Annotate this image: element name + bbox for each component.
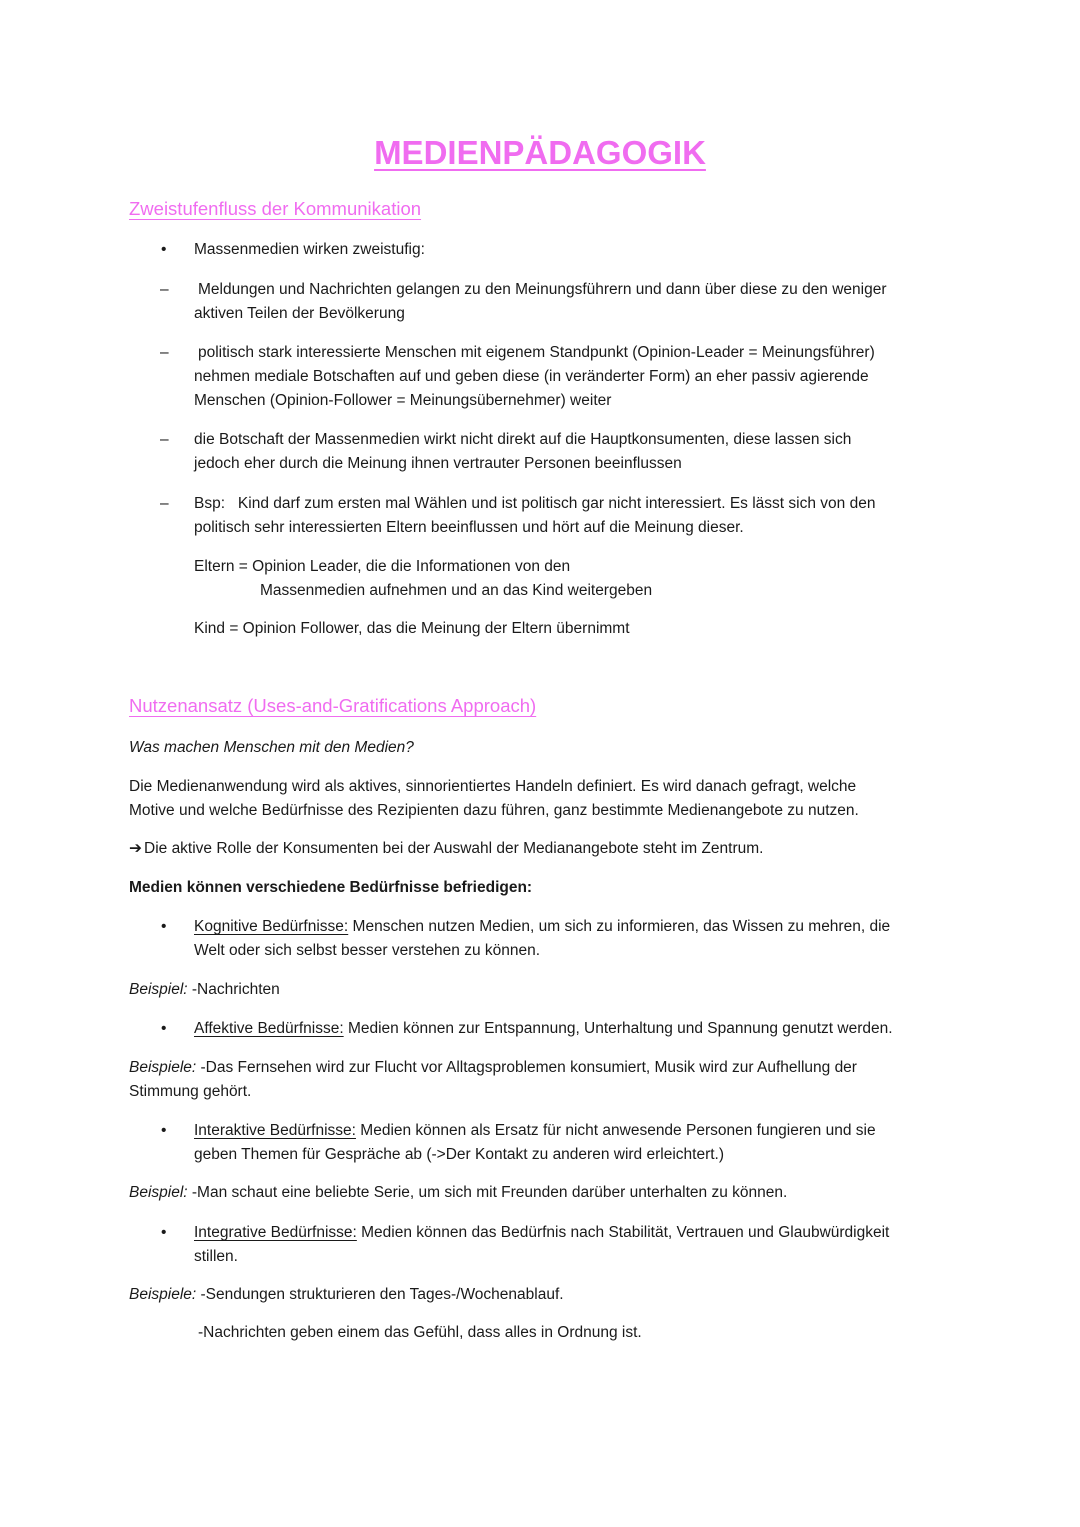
interaktiv-text1: Medien können als Ersatz für nicht anwesende Personen fungieren und sie xyxy=(355,1122,876,1139)
eltern-line2: Massenmedien aufnehmen und an das Kind weitergeben xyxy=(260,582,653,599)
arrow-right-icon: ➔ xyxy=(129,840,142,857)
beispiel-1 xyxy=(129,978,280,1002)
beispiel-2-line2: Stimmung gehört. xyxy=(129,1083,252,1100)
arrow-line-text: Die aktive Rolle der Konsumenten bei der Auswahl der Medianangebote steht im Zentrum. xyxy=(144,840,764,857)
section-heading-nutzenansatz: Nutzenansatz (Uses-and-Gratifications Approach) xyxy=(129,695,537,716)
bullet-icon: • xyxy=(161,241,167,258)
interaktiv-label: Interaktive Bedürfnisse: xyxy=(194,1122,356,1139)
item2-line3: Menschen (Opinion-Follower = Meinungsübernehmer) weiter xyxy=(194,392,612,409)
beispiel-2-line1 xyxy=(129,1056,857,1080)
para-line1: Die Medienanwendung wird als aktives, sinnorientiertes Handeln definiert. Es wird danach gefragt, welche xyxy=(129,778,857,795)
dash-icon: – xyxy=(160,495,169,512)
bullet-icon: • xyxy=(161,918,167,935)
item3-line2: jedoch eher durch die Meinung ihnen vertrauter Personen beeinflussen xyxy=(194,455,682,472)
intro-text: Massenmedien wirken zweistufig: xyxy=(194,241,425,258)
affektiv-line1 xyxy=(194,1017,893,1041)
item2-line1: politisch stark interessierte Menschen mit eigenem Standpunkt (Opinion-Leader = Meinungsführer) xyxy=(198,344,875,361)
bullet-icon: • xyxy=(161,1020,167,1037)
beispiel-3 xyxy=(129,1181,787,1205)
section-heading-zweistufenfluss: Zweistufenfluss der Kommunikation xyxy=(129,198,422,219)
question-text: Was machen Menschen mit den Medien? xyxy=(129,739,414,756)
beispiel-1-text: -Nachrichten xyxy=(187,981,280,998)
kognitiv-text1: Menschen nutzen Medien, um sich zu informieren, das Wissen zu mehren, die xyxy=(348,918,891,935)
dash-icon: – xyxy=(160,344,169,361)
integrativ-label: Integrative Bedürfnisse: xyxy=(194,1224,357,1241)
para-line2: Motive und welche Bedürfnisse des Rezipienten dazu führen, ganz bestimmte Medienangebote zu nutzen. xyxy=(129,802,859,819)
dash-icon: – xyxy=(160,431,169,448)
eltern-line1: Eltern = Opinion Leader, die die Informationen von den xyxy=(194,558,571,575)
beispiel-4-label: Beispiele: xyxy=(129,1286,197,1303)
affektiv-label: Affektive Bedürfnisse: xyxy=(194,1020,344,1037)
beispiel-1-label: Beispiel: xyxy=(129,981,188,998)
beispiel-3-text: -Man schaut eine beliebte Serie, um sich mit Freunden darüber unterhalten zu können. xyxy=(187,1184,788,1201)
item4-line1: Bsp: Kind darf zum ersten mal Wählen und ist politisch gar nicht interessiert. Es lässt sich von den xyxy=(194,495,876,512)
beispiel-4-text: -Sendungen strukturieren den Tages-/Wochenablauf. xyxy=(196,1286,564,1303)
interaktiv-line1 xyxy=(194,1119,876,1143)
integrativ-text1: Medien können das Bedürfnis nach Stabilität, Vertrauen und Glaubwürdigkeit xyxy=(356,1224,890,1241)
integrativ-line1 xyxy=(194,1221,889,1245)
beispiel-4-line2: -Nachrichten geben einem das Gefühl, dass alles in Ordnung ist. xyxy=(198,1324,642,1341)
kognitiv-label: Kognitive Bedürfnisse: xyxy=(194,918,349,935)
page-title xyxy=(0,134,1080,172)
integrativ-line2: stillen. xyxy=(194,1248,238,1265)
dash-icon: – xyxy=(160,281,169,298)
beispiel-2-label: Beispiele: xyxy=(129,1059,197,1076)
item3-line1: die Botschaft der Massenmedien wirkt nicht direkt auf die Hauptkonsumenten, diese lassen sich xyxy=(194,431,852,448)
item4-line2: politisch sehr interessierten Eltern beeinflussen und hört auf die Meinung dieser. xyxy=(194,519,744,536)
page-title-text: MEDIENPÄDAGOGIK xyxy=(374,134,706,171)
beispiel-3-label: Beispiel: xyxy=(129,1184,188,1201)
item2-line2: nehmen mediale Botschaften auf und geben diese (in veränderter Form) an eher passiv agierende xyxy=(194,368,869,385)
arrow-line xyxy=(129,837,763,861)
kognitiv-line2: Welt oder sich selbst besser verstehen zu können. xyxy=(194,942,541,959)
bold-line: Medien können verschiedene Bedürfnisse befriedigen: xyxy=(129,879,533,896)
item1-line1: Meldungen und Nachrichten gelangen zu den Meinungsführern und dann über diese zu den weniger xyxy=(198,281,887,298)
affektiv-text1: Medien können zur Entspannung, Unterhaltung und Spannung genutzt werden. xyxy=(343,1020,893,1037)
interaktiv-line2: geben Themen für Gespräche ab (->Der Kontakt zu anderen wird erleichtert.) xyxy=(194,1146,725,1163)
kognitiv-line1 xyxy=(194,915,890,939)
bullet-icon: • xyxy=(161,1224,167,1241)
bullet-icon: • xyxy=(161,1122,167,1139)
beispiel-2-text: -Das Fernsehen wird zur Flucht vor Alltagsproblemen konsumiert, Musik wird zur Aufhellung der xyxy=(196,1059,857,1076)
kind-line: Kind = Opinion Follower, das die Meinung der Eltern übernimmt xyxy=(194,620,630,637)
item1-line2: aktiven Teilen der Bevölkerung xyxy=(194,305,405,322)
beispiel-4-line1 xyxy=(129,1283,564,1307)
